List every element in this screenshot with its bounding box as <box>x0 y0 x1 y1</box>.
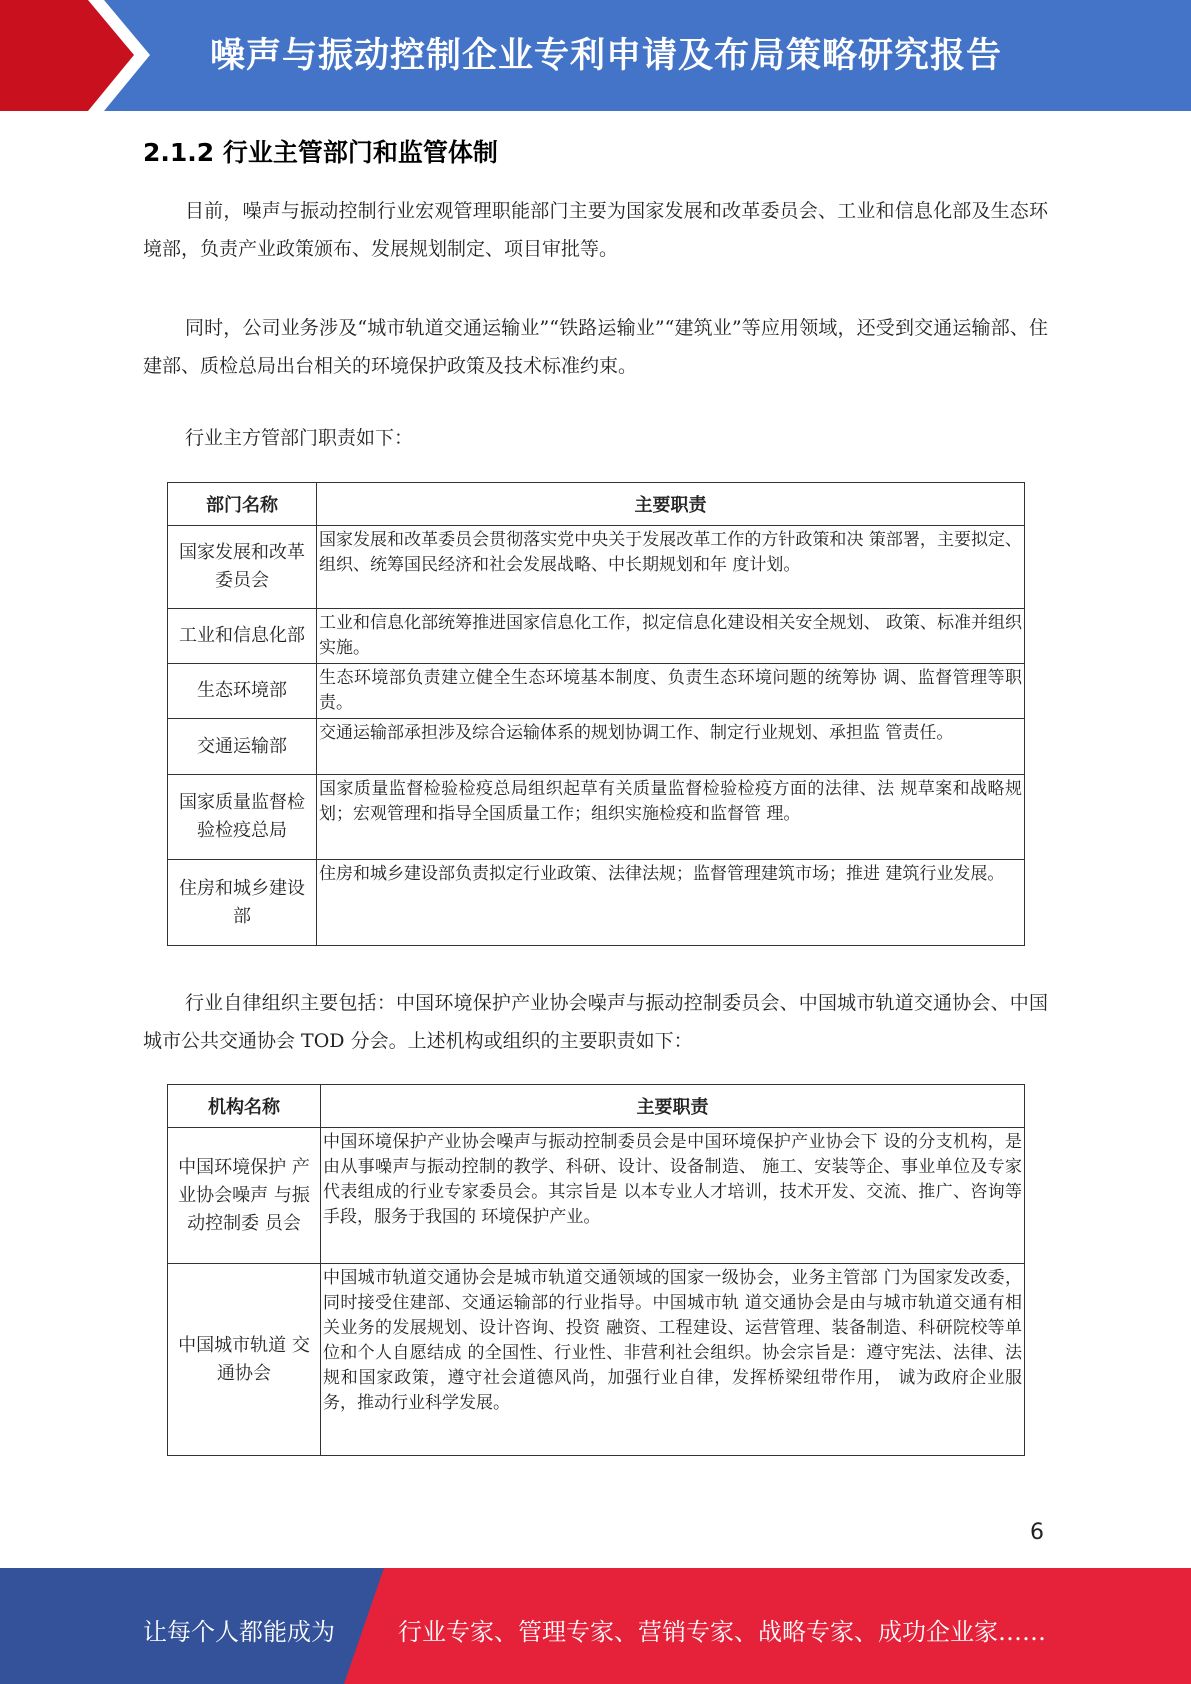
table-row <box>168 664 1025 719</box>
column-header-department: 部门名称 <box>168 483 317 526</box>
department-name: 工业和信息化部 <box>168 609 317 664</box>
organization-duties-table <box>167 1084 1025 1456</box>
department-name: 生态环境部 <box>168 664 317 719</box>
paragraph-table1-intro: 行业主方管部门职责如下： <box>185 427 414 449</box>
table-header-row <box>168 483 1025 526</box>
paragraph-overview: 目前，噪声与振动控制行业宏观管理职能部门主要为国家发展和改革委员会、工业和信息化部及生态环境部，负责产业政策颁布、发展规划制定、项目审批等。 <box>143 200 1048 260</box>
table-row <box>168 1264 1025 1456</box>
report-title: 噪声与振动控制企业专利申请及布局策略研究报告 <box>210 36 1003 76</box>
footer-slogan-right: 行业专家、管理专家、营销专家、战略专家、成功企业家…… <box>398 1618 1046 1646</box>
department-duty: 生态环境部负责建立健全生态环境基本制度、负责生态环境问题的统筹协 调、监督管理等职责。 <box>317 664 1025 719</box>
department-duty: 国家质量监督检验检疫总局组织起草有关质量监督检验检疫方面的法律、法 规草案和战略规划；宏观管理和指导全国质量工作；组织实施检疫和监督管 理。 <box>317 775 1025 860</box>
department-duty: 国家发展和改革委员会贯彻落实党中央关于发展改革工作的方针政策和决 策部署，主要拟定、组织、统筹国民经济和社会发展战略、中长期规划和年 度计划。 <box>317 526 1025 609</box>
organization-duty: 中国环境保护产业协会噪声与振动控制委员会是中国环境保护产业协会下 设的分支机构，是由从事噪声与振动控制的教学、科研、设计、设备制造、 施工、安装等企、事业单位及专家代表组成的行业专家委员会。其宗旨是 以本专业人才培训，技术开发、交流、推广、咨询等手段，服务于我国的 环境保护产业。 <box>321 1128 1025 1264</box>
report-footer <box>0 1568 1191 1684</box>
footer-slogan-left: 让每个人都能成为 <box>143 1618 335 1646</box>
table-row <box>168 526 1025 609</box>
department-name: 住房和城乡建设部 <box>168 860 317 946</box>
page-number: 6 <box>1030 1520 1044 1545</box>
department-name: 国家发展和改革委员会 <box>168 526 317 609</box>
table-row <box>168 860 1025 946</box>
organization-name: 中国城市轨道 交通协会 <box>168 1264 321 1456</box>
organization-name: 中国环境保护 产业协会噪声 与振动控制委 员会 <box>168 1128 321 1264</box>
paragraph-self-regulation: 行业自律组织主要包括：中国环境保护产业协会噪声与振动控制委员会、中国城市轨道交通协会、中国城市公共交通协会 TOD 分会。上述机构或组织的主要职责如下： <box>143 992 1048 1052</box>
department-name: 国家质量监督检验检疫总局 <box>168 775 317 860</box>
table-header-row <box>168 1085 1025 1128</box>
table-row <box>168 775 1025 860</box>
table-row <box>168 719 1025 775</box>
table-row <box>168 609 1025 664</box>
organization-duty: 中国城市轨道交通协会是城市轨道交通领域的国家一级协会，业务主管部 门为国家发改委，同时接受住建部、交通运输部的行业指导。中国城市轨 道交通协会是由与城市轨道交通有相关业务的发展规划、设计咨询、投资 融资、工程建设、运营管理、装备制造、科研院校等单位和个人自愿结成 的全国性、行业性、非营利社会组织。协会宗旨是：遵守宪法、法律、法 规和国家政策，遵守社会道德风尚，加强行业自律，发挥桥梁纽带作用， 诚为政府企业服务，推动行业科学发展。 <box>321 1264 1025 1456</box>
department-duties-table <box>167 482 1025 946</box>
report-header <box>0 0 1191 111</box>
section-heading: 2.1.2 行业主管部门和监管体制 <box>143 138 498 167</box>
department-duty: 交通运输部承担涉及综合运输体系的规划协调工作、制定行业规划、承担监 管责任。 <box>317 719 1025 775</box>
column-header-duties: 主要职责 <box>317 483 1025 526</box>
department-duty: 住房和城乡建设部负责拟定行业政策、法律法规；监督管理建筑市场；推进 建筑行业发展。 <box>317 860 1025 946</box>
header-arrow-decoration <box>0 0 160 111</box>
column-header-duties: 主要职责 <box>321 1085 1025 1128</box>
table-row <box>168 1128 1025 1264</box>
department-duty: 工业和信息化部统筹推进国家信息化工作，拟定信息化建设相关安全规划、 政策、标准并组织实施。 <box>317 609 1025 664</box>
paragraph-application-fields: 同时，公司业务涉及“城市轨道交通运输业”“铁路运输业”“建筑业”等应用领域，还受到交通运输部、住建部、质检总局出台相关的环境保护政策及技术标准约束。 <box>143 317 1048 377</box>
department-name: 交通运输部 <box>168 719 317 775</box>
column-header-organization: 机构名称 <box>168 1085 321 1128</box>
